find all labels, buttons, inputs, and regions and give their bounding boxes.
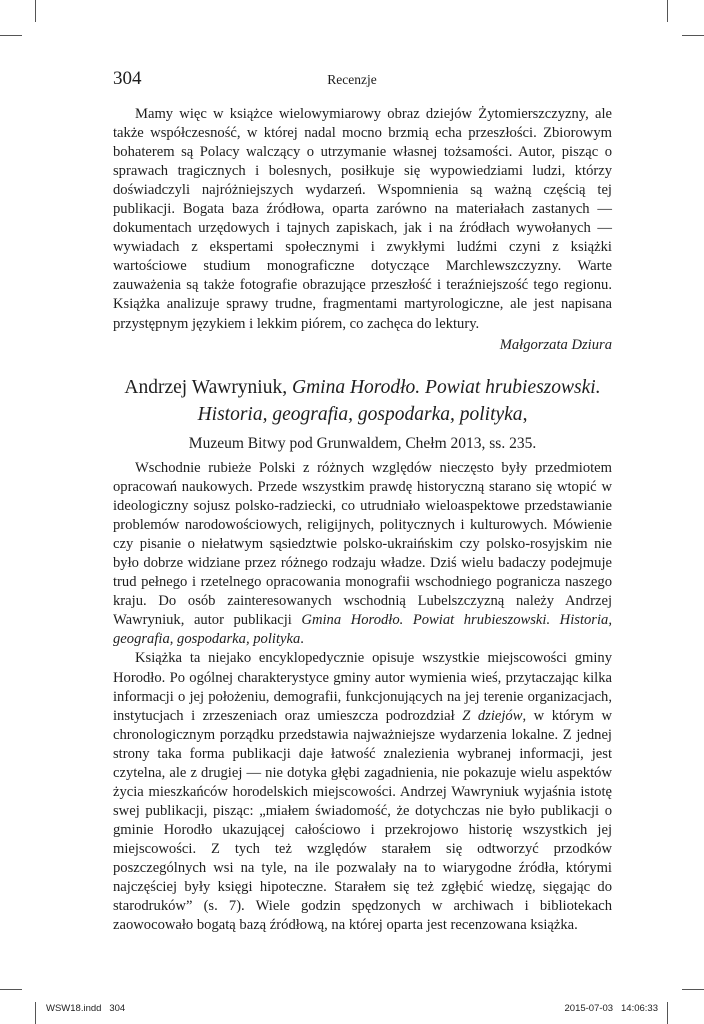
crop-mark	[667, 1002, 668, 1024]
crop-mark	[667, 0, 668, 22]
paragraph-2-text-b: , w którym w chronologicznym porządku przedstawia najważniejsze wydarzenia lokalne. Z jednej strony taka forma publikacji daje łatwość znalezienia wybranej informacji, jest czytelna, ale z drugiej — nie dotyka głębi zagadnienia, nie pokazuje wielu aspektów życia mieszkańców horodelskich miejscowości. Andrzej Wawryniuk wyjaśnia istotę swej publikacji, pisząc: „miałem świadomość, że dotychczas nie było publikacji o gminie Horodło ukazującej całościowo i przekrojowo historię wszystkich jej miejscowości. Z tych też względów starałem się odtworzyć przodków poszczególnych wsi na tyle, na ile pozwalały na to wiarygodne źródła, którymi najczęściej były księgi hipoteczne. Starałem się też zgłębić wiedzę, sięgając do starodruków” (s. 7). Wiele godzin spędzonych w archiwach i bibliotekach zaowocowało bogatą bazą źródłową, na której oparta jest recenzowana książka.	[113, 707, 612, 934]
book-publisher: Muzeum Bitwy pod Grunwaldem, Chełm 2013, ss. 235.	[188, 435, 537, 452]
title-comma: ,	[522, 404, 528, 425]
footer-file-slug: WSW18.indd 304	[46, 1003, 126, 1014]
crop-mark	[682, 989, 704, 990]
book-title-part-2: Historia, geografia, gospodarka, polityka	[197, 404, 523, 425]
footer-timestamp: 2015-07-03 14:06:33	[564, 1003, 658, 1014]
reviewer-signature: Małgorzata Dziura	[499, 336, 612, 353]
paragraph-1-text: Wschodnie rubieże Polski z różnych względów nieczęsto były przedmiotem opracowań naukowych. Przede wszystkim prawdę historyczną starano się wtopić w ideologiczny sojusz polsko-radziecki, co utrudniało wieloaspektowe przedstawianie problemów narodowościowych, religijnych, politycznych i kulturowych. Mówienie czy pisanie o niełatwym sąsiedztwie polsko-ukraińskim czy polsko-rosyjskim nie było dobrze widziane przez różnego rodzaju władze. Dziś wielu badaczy podejmuje trud pełnego i rzetelnego opracowania monografii wschodniego pogranicza naszego kraju. Do osób zainteresowanych wschodnią Lubelszczyzną należy Andrzej Wawryniuk, autor publikacji	[113, 460, 612, 629]
review-2-body	[113, 459, 612, 935]
review-1-paragraph: Mamy więc w książce wielowymiarowy obraz dziejów Żytomierszczyzny, ale także współczesność, w której nadal mocno brzmią echa przeszłości. Zbiorowym bohaterem są Polacy walczący o utrzymanie własnej tożsamości. Autor, pisząc o sprawach tragicznych i bolesnych, posiłkuje się wypowiedziami ludzi, którzy doświadczyli najróżniejszych wydarzeń. Wspomnienia są ważną częścią tej publikacji. Bogata baza źródłowa, oparta zarówno na materiałach zastanych — dokumentach urzędowych i tajnych zapiskach, jak i na źródłach wywołanych — wywiadach z ekspertami społecznymi i zwykłymi ludźmi czyni z książki wartościowe studium monograficzne dotyczące Marchlewszczyzny. Warte zauważenia są także fotografie obrazujące przeszłość i teraźniejszość tego regionu. Książka analizuje sprawy trudne, fragmentami martyrologiczne, ale jest napisana przystępnym językiem i lekkim piórem, co zachęca do lektury.	[113, 106, 612, 332]
crop-mark	[35, 0, 36, 22]
review-1	[113, 105, 612, 355]
crop-mark	[0, 989, 22, 990]
review-2-heading-line-2	[113, 401, 612, 428]
crop-mark	[35, 1002, 36, 1024]
paragraph-2-text-a: Książka ta niejako encyklopedycznie opisuje wszystkie miejscowości gminy Horodło. Po ogólnej charakterystyce gminy autor wymienia wieś, przytaczając kilka informacji o jej położeniu, demografii, funkcjonujących na jej terenie organizacjach, instytucjach i zrzeszeniach oraz umieszcza podrozdział	[113, 650, 612, 724]
paragraph-2-subchapter-title: Z dziejów	[462, 707, 523, 724]
crop-mark	[682, 35, 704, 36]
book-author: Andrzej Wawryniuk,	[124, 377, 292, 398]
paragraph-1-end: .	[300, 631, 304, 648]
review-2-paragraph-1	[113, 459, 612, 649]
crop-mark	[0, 35, 22, 36]
review-2-heading	[113, 374, 612, 455]
page-number: 304	[113, 68, 142, 89]
running-head: Recenzje	[327, 72, 377, 87]
paragraph-1-book-title: Gmina Horodło. Powiat hrubieszowski. Historia, geografia, gospodarka, polityka	[113, 612, 612, 648]
review-2-paragraph-2	[113, 649, 612, 935]
review-2-heading-line-1	[113, 374, 612, 401]
book-title-part-1: Gmina Horodło. Powiat hrubieszowski.	[291, 377, 601, 398]
